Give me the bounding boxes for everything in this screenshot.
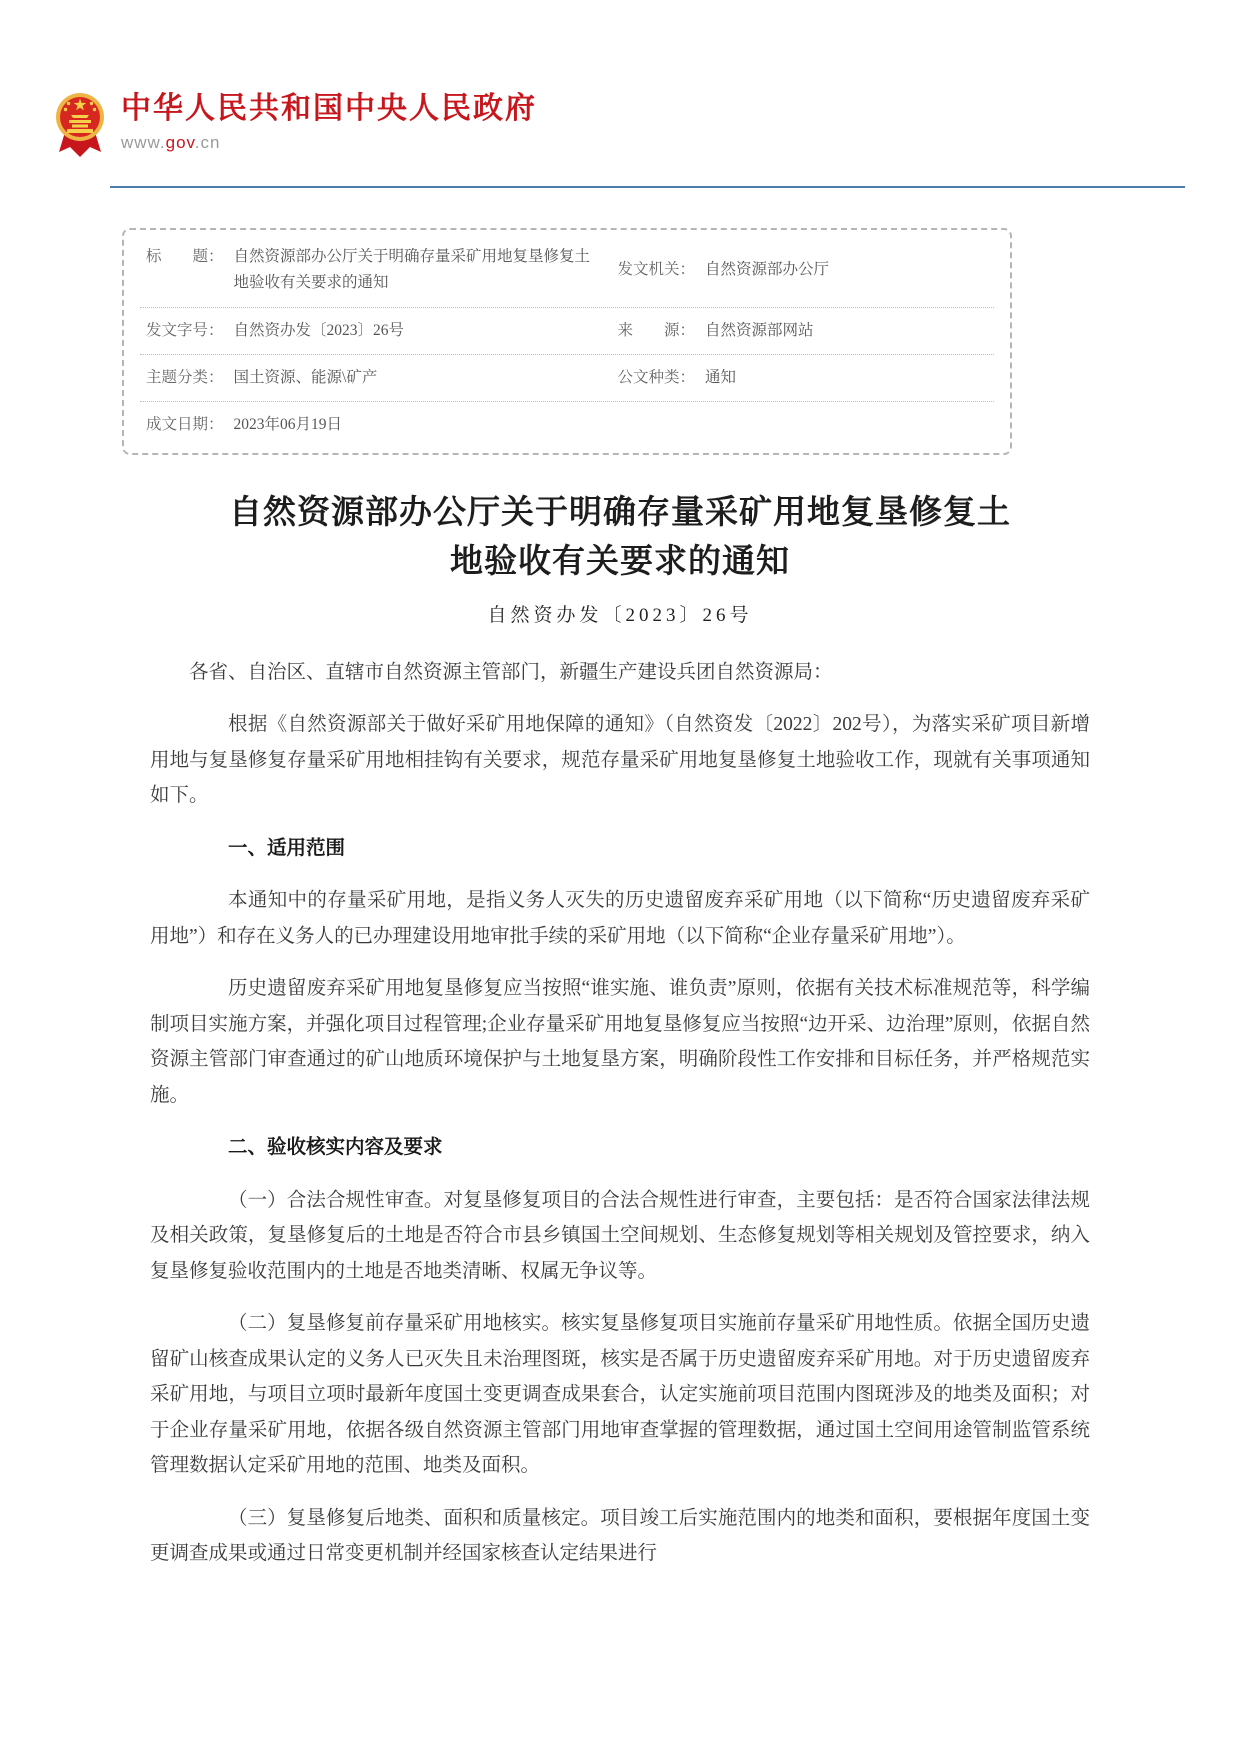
- meta-label-source: 来 源：: [617, 321, 696, 339]
- url-suffix: .cn: [194, 133, 221, 152]
- document-article: [150, 489, 1090, 1572]
- article-doc-number: 自然资办发〔2023〕26号: [487, 604, 753, 626]
- meta-value-category: 国土资源、能源\矿产: [233, 369, 378, 387]
- url-prefix: www.: [121, 133, 166, 152]
- meta-value-doc-type: 通知: [705, 369, 737, 387]
- meta-value-title: 自然资源部办公厅关于明确存量采矿用地复垦修复土地验收有关要求的通知: [233, 248, 591, 292]
- meta-label-date: 成文日期：: [146, 416, 224, 434]
- meta-label-doc-number: 发文字号：: [146, 321, 224, 339]
- paragraph-intro: 根据《自然资源部关于做好采矿用地保障的通知》（自然资发〔2022〕202号），为落实采矿项目新增用地与复垦修复存量采矿用地相挂钩有关要求，规范存量采矿用地复垦修复土地验收工作，现就有关事项通知如下。: [150, 714, 1090, 807]
- meta-row-title: [124, 234, 1010, 307]
- site-url-link[interactable]: [121, 133, 537, 153]
- brand-text: [121, 90, 537, 153]
- national-emblem-icon: [55, 90, 105, 158]
- site-header: [0, 0, 1240, 188]
- meta-label-doc-type: 公文种类：: [617, 369, 696, 387]
- section-heading-1: 一、适用范围: [228, 836, 346, 859]
- meta-label-category: 主题分类：: [146, 369, 224, 387]
- meta-label-issuer: 发文机关：: [617, 261, 696, 279]
- meta-value-issuer: 自然资源部办公厅: [705, 261, 830, 279]
- section-heading-2: 二、验收核实内容及要求: [228, 1136, 443, 1159]
- document-body: [150, 655, 1090, 1572]
- paragraph-scope-2: 历史遗留废弃采矿用地复垦修复应当按照“谁实施、谁负责”原则，依据有关技术标准规范等，科学编制项目实施方案，并强化项目过程管理;企业存量采矿用地复垦修复应当按照“边开采、边治理”原则，依据自然资源主管部门审查通过的矿山地质环境保护与土地复垦方案，明确阶段性工作安排和目标任务，并严格规范实施。: [150, 978, 1090, 1106]
- meta-row-docnumber: [124, 308, 1010, 354]
- meta-value-date: 2023年06月19日: [233, 416, 343, 434]
- meta-value-doc-number: 自然资办发〔2023〕26号: [233, 321, 405, 339]
- meta-label-title: 标 题：: [146, 248, 224, 265]
- paragraph-item-2: （二）复垦修复前存量采矿用地核实。核实复垦修复项目实施前存量采矿用地性质。依据全国历史遗留矿山核查成果认定的义务人已灭失且未治理图斑，核实是否属于历史遗留废弃采矿用地。对于历史遗留废弃采矿用地，与项目立项时最新年度国土变更调查成果套合，认定实施前项目范围内图斑涉及的地类及面积；对于企业存量采矿用地，依据各级自然资源主管部门用地审查掌握的管理数据，通过国土空间用途管制监管系统管理数据认定采矿用地的范围、地类及面积。: [150, 1313, 1090, 1477]
- document-meta-box: [122, 228, 1012, 455]
- paragraph-item-3: （三）复垦修复后地类、面积和质量核定。项目竣工后实施范围内的地类和面积，要根据年度国土变更调查成果或通过日常变更机制并经国家核查认定结果进行: [150, 1507, 1090, 1565]
- salutation: 各省、自治区、直辖市自然资源主管部门，新疆生产建设兵团自然资源局：: [189, 661, 833, 683]
- paragraph-scope-1: 本通知中的存量采矿用地，是指义务人灭失的历史遗留废弃采矿用地（以下简称“历史遗留废弃采矿用地”）和存在义务人的已办理建设用地审批手续的采矿用地（以下简称“企业存量采矿用地”）。: [150, 890, 1090, 947]
- meta-row-date: [124, 402, 1010, 448]
- meta-row-category: [124, 355, 1010, 401]
- site-logo-link[interactable]: [55, 90, 1240, 158]
- meta-value-source: 自然资源部网站: [705, 321, 814, 339]
- paragraph-item-1: （一）合法合规性审查。对复垦修复项目的合法合规性进行审查，主要包括：是否符合国家法律法规及相关政策，复垦修复后的土地是否符合市县乡镇国土空间规划、生态修复规划等相关规划及管控要求，纳入复垦修复验收范围内的土地是否地类清晰、权属无争议等。: [150, 1189, 1090, 1282]
- header-divider: [110, 186, 1185, 188]
- article-title: 自然资源部办公厅关于明确存量采矿用地复垦修复土地验收有关要求的通知: [229, 494, 1011, 580]
- url-highlight: gov: [165, 133, 195, 152]
- site-title: 中华人民共和国中央人民政府: [121, 92, 537, 125]
